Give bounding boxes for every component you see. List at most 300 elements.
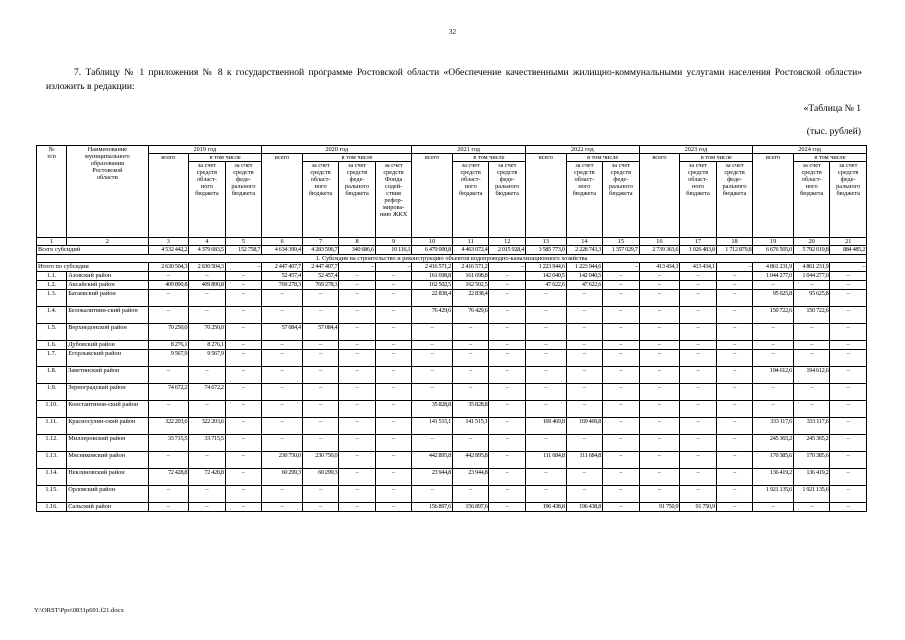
row-value: – <box>525 324 566 341</box>
section-total-label: Итого по субсидии <box>37 263 149 272</box>
header-federal: за счет средств феде- рального бюджета <box>489 162 526 238</box>
row-value: – <box>375 272 412 281</box>
total-row-value: 1 357 029,7 <box>603 246 640 255</box>
row-value: – <box>680 452 716 469</box>
section-total-value: – <box>375 263 412 272</box>
row-value: – <box>262 367 303 384</box>
row-number: 1.7. <box>37 350 67 367</box>
row-value: – <box>525 401 566 418</box>
row-value: – <box>753 350 794 367</box>
column-number: 18 <box>716 238 753 246</box>
subsidy-table <box>36 145 867 512</box>
row-value: – <box>793 281 829 290</box>
header-year-2022: 2022 год <box>525 146 639 154</box>
row-value: 35 828,8 <box>412 401 453 418</box>
row-value: – <box>339 486 375 503</box>
row-value: – <box>375 324 412 341</box>
row-value: – <box>302 341 338 350</box>
table-row <box>37 418 867 435</box>
row-value: – <box>830 452 867 469</box>
row-value: 72 428,8 <box>189 469 225 486</box>
table-row <box>37 503 867 512</box>
row-value: – <box>566 367 602 384</box>
section-total-value: – <box>489 263 526 272</box>
total-row-value: 4 532 442,2 <box>148 246 189 255</box>
table-row <box>37 324 867 341</box>
row-value: – <box>603 384 640 401</box>
row-value: – <box>793 350 829 367</box>
row-value: – <box>716 307 753 324</box>
row-value: – <box>603 290 640 307</box>
total-row-value: 3 585 773,0 <box>525 246 566 255</box>
row-value: 33 715,5 <box>148 435 189 452</box>
row-value: – <box>603 435 640 452</box>
total-row-value: 6 479 000,8 <box>412 246 453 255</box>
row-value: 8 276,1 <box>148 341 189 350</box>
table-row <box>37 486 867 503</box>
row-value: – <box>225 418 262 435</box>
row-value: – <box>830 367 867 384</box>
header-federal: за счет средств феде- рального бюджета <box>830 162 867 238</box>
row-value: – <box>639 469 680 486</box>
row-value: – <box>525 350 566 367</box>
total-row-value: 2 228 743,3 <box>566 246 602 255</box>
total-row-value: 2 015 928,4 <box>489 246 526 255</box>
row-value: – <box>830 272 867 281</box>
row-value: – <box>189 307 225 324</box>
row-value: – <box>302 350 338 367</box>
column-number: 20 <box>793 238 829 246</box>
row-value: – <box>225 341 262 350</box>
row-value: 245 365,2 <box>793 435 829 452</box>
row-value: 57 084,4 <box>262 324 303 341</box>
section-total-value: – <box>830 263 867 272</box>
row-value: 150 722,6 <box>753 307 794 324</box>
row-value: – <box>412 324 453 341</box>
table-row <box>37 384 867 401</box>
section-total-value: 2 416 571,2 <box>412 263 453 272</box>
row-value: – <box>716 350 753 367</box>
header-incl: в том числе <box>680 154 753 162</box>
row-value: 60 299,3 <box>262 469 303 486</box>
row-value: – <box>680 281 716 290</box>
row-value: – <box>830 324 867 341</box>
row-value: – <box>525 307 566 324</box>
intro-paragraph: 7. Таблицу № 1 приложения № 8 к государственной программе Ростовской области «Обеспечение качественными жилищно-коммунальными услугами населения Ростовской области» изложить в редакции: <box>46 67 862 92</box>
header-federal: за счет средств феде- рального бюджета <box>339 162 375 238</box>
row-value: 169 469,8 <box>566 418 602 435</box>
row-value: – <box>716 272 753 281</box>
row-value: 196 438,8 <box>566 503 602 512</box>
row-value: – <box>639 290 680 307</box>
row-value: – <box>262 341 303 350</box>
row-value: 91 750,9 <box>639 503 680 512</box>
row-value: – <box>716 418 753 435</box>
row-value: – <box>489 452 526 469</box>
row-number: 1.15. <box>37 486 67 503</box>
row-value: 333 117,6 <box>793 418 829 435</box>
row-value: – <box>566 350 602 367</box>
row-value: – <box>375 401 412 418</box>
header-incl: в том числе <box>302 154 411 162</box>
column-number: 8 <box>339 238 375 246</box>
row-value: – <box>262 307 303 324</box>
row-value: – <box>489 281 526 290</box>
district-name: Неклиновский район <box>67 469 148 486</box>
header-total: всего <box>753 154 794 238</box>
row-value: – <box>225 384 262 401</box>
total-row-value: 1 712 879,8 <box>716 246 753 255</box>
row-value: 60 299,3 <box>302 469 338 486</box>
row-value: – <box>525 384 566 401</box>
row-value: – <box>603 401 640 418</box>
row-value: – <box>375 503 412 512</box>
row-value: – <box>489 469 526 486</box>
district-name: Орловский район <box>67 486 148 503</box>
column-number: 9 <box>375 238 412 246</box>
column-number: 16 <box>639 238 680 246</box>
district-name: Аксайский район <box>67 281 148 290</box>
table-row <box>37 281 867 290</box>
row-value: – <box>302 503 338 512</box>
row-value: – <box>339 290 375 307</box>
row-value: – <box>489 435 526 452</box>
header-incl: в том числе <box>189 154 262 162</box>
row-value: 8 276,1 <box>189 341 225 350</box>
row-value: – <box>148 486 189 503</box>
column-number: 6 <box>262 238 303 246</box>
row-value: – <box>339 401 375 418</box>
section-title: 1. Субсидия на строительство и реконструкцию объектов водопроводно-канализационного хозяйства <box>37 255 867 263</box>
row-value: – <box>525 367 566 384</box>
row-value: – <box>452 341 488 350</box>
row-value: 57 084,4 <box>302 324 338 341</box>
row-value: – <box>680 341 716 350</box>
row-value: – <box>302 367 338 384</box>
total-row-value: 340 686,6 <box>339 246 375 255</box>
row-value: – <box>148 290 189 307</box>
row-value: – <box>830 281 867 290</box>
header-row-incl <box>37 154 867 162</box>
row-value: – <box>830 350 867 367</box>
total-row-value: 884 485,2 <box>830 246 867 255</box>
row-value: 47 622,6 <box>566 281 602 290</box>
row-value: 9 567,9 <box>148 350 189 367</box>
row-value: – <box>680 418 716 435</box>
row-value: – <box>753 384 794 401</box>
row-value: – <box>489 503 526 512</box>
row-value: – <box>148 367 189 384</box>
row-value: – <box>339 469 375 486</box>
row-value: – <box>148 452 189 469</box>
row-value: – <box>189 486 225 503</box>
row-value: 76 429,6 <box>412 307 453 324</box>
row-value: – <box>830 341 867 350</box>
row-number: 1.6. <box>37 341 67 350</box>
row-value: – <box>639 324 680 341</box>
section-total-value: 2 447 407,7 <box>262 263 303 272</box>
row-value: 442 895,8 <box>452 452 488 469</box>
row-value: – <box>716 435 753 452</box>
column-number: 3 <box>148 238 189 246</box>
row-value: – <box>603 341 640 350</box>
row-value: 1 921 135,6 <box>793 486 829 503</box>
row-value: – <box>339 324 375 341</box>
header-regional: за счет средств област- ного бюджета <box>189 162 225 238</box>
row-value: – <box>262 350 303 367</box>
header-federal: за счет средств феде- рального бюджета <box>225 162 262 238</box>
page-number: 32 <box>449 28 456 36</box>
row-value: – <box>189 367 225 384</box>
row-value: – <box>603 469 640 486</box>
header-regional: за счет средств област- ного бюджета <box>566 162 602 238</box>
row-number: 1.11. <box>37 418 67 435</box>
row-value: – <box>830 401 867 418</box>
row-value: – <box>489 272 526 281</box>
row-value: – <box>753 324 794 341</box>
row-value: 161 698,8 <box>452 272 488 281</box>
district-name: Зерноградский район <box>67 384 148 401</box>
row-value: – <box>639 350 680 367</box>
row-value: – <box>225 324 262 341</box>
row-value: – <box>716 384 753 401</box>
column-number: 1 <box>37 238 67 246</box>
row-value: – <box>148 401 189 418</box>
row-value: – <box>603 486 640 503</box>
total-row-value: 5 792 019,8 <box>793 246 829 255</box>
row-value: – <box>716 486 753 503</box>
row-value: 111 684,8 <box>566 452 602 469</box>
row-value: 769 278,3 <box>262 281 303 290</box>
row-value: 161 698,8 <box>412 272 453 281</box>
row-value: 70 250,0 <box>189 324 225 341</box>
row-value: 169 469,8 <box>525 418 566 435</box>
total-row-value: 2 739 363,6 <box>639 246 680 255</box>
row-value: – <box>148 503 189 512</box>
table-row <box>37 452 867 469</box>
row-value: 150 722,6 <box>793 307 829 324</box>
row-number: 1.10. <box>37 401 67 418</box>
row-value: – <box>603 281 640 290</box>
row-value: – <box>489 384 526 401</box>
row-value: – <box>375 367 412 384</box>
total-row-label: Всего субсидий <box>37 246 149 255</box>
row-value: – <box>452 324 488 341</box>
row-value: 162 502,5 <box>412 281 453 290</box>
row-value: 194 612,6 <box>753 367 794 384</box>
header-incl: в том числе <box>452 154 525 162</box>
row-value: 72 428,8 <box>148 469 189 486</box>
row-value: – <box>753 503 794 512</box>
row-value: – <box>489 350 526 367</box>
section-total-value: 2 630 504,3 <box>148 263 189 272</box>
row-value: 76 429,6 <box>452 307 488 324</box>
header-regional: за счет средств област- ного бюджета <box>302 162 338 238</box>
section-total-value: 4 861 231,9 <box>753 263 794 272</box>
section-total-value: 1 223 944,6 <box>525 263 566 272</box>
row-value: – <box>339 384 375 401</box>
row-value: – <box>262 435 303 452</box>
row-value: – <box>830 384 867 401</box>
row-value: – <box>716 290 753 307</box>
row-value: – <box>489 367 526 384</box>
row-value: – <box>680 324 716 341</box>
section-total-value: 2 447 407,7 <box>302 263 338 272</box>
district-name: Мясниковский район <box>67 452 148 469</box>
row-value: – <box>375 281 412 290</box>
row-value: 74 672,2 <box>148 384 189 401</box>
row-value: – <box>189 401 225 418</box>
district-name: Сальский район <box>67 503 148 512</box>
row-number: 1.3. <box>37 290 67 307</box>
row-value: – <box>489 341 526 350</box>
row-value: – <box>716 452 753 469</box>
header-incl: в том числе <box>566 154 639 162</box>
district-name: Миллеровский район <box>67 435 148 452</box>
row-value: – <box>603 324 640 341</box>
row-value: – <box>302 307 338 324</box>
header-year-2020: 2020 год <box>262 146 412 154</box>
row-value: – <box>753 341 794 350</box>
row-value: – <box>639 367 680 384</box>
section-total-value: 2 416 571,2 <box>452 263 488 272</box>
row-value: – <box>489 290 526 307</box>
row-number: 1.16. <box>37 503 67 512</box>
total-row-value: 6 676 505,0 <box>753 246 794 255</box>
table-caption: «Таблица № 1 <box>803 103 861 114</box>
row-value: – <box>680 307 716 324</box>
row-value: – <box>452 486 488 503</box>
row-value: – <box>302 435 338 452</box>
row-value: – <box>680 272 716 281</box>
row-value: – <box>716 469 753 486</box>
section-total-value: 413 434,1 <box>680 263 716 272</box>
section-total-value: – <box>716 263 753 272</box>
header-total: всего <box>412 154 453 238</box>
row-value: – <box>716 503 753 512</box>
row-value: – <box>262 401 303 418</box>
row-value: – <box>225 486 262 503</box>
row-value: 22 838,4 <box>412 290 453 307</box>
row-value: 141 515,1 <box>412 418 453 435</box>
row-value: – <box>753 281 794 290</box>
row-value: 35 828,8 <box>452 401 488 418</box>
row-value: – <box>225 401 262 418</box>
row-value: – <box>452 435 488 452</box>
row-value: – <box>452 350 488 367</box>
row-value: – <box>225 290 262 307</box>
column-number: 2 <box>67 238 148 246</box>
row-number: 1.9. <box>37 384 67 401</box>
row-value: – <box>793 401 829 418</box>
row-value: – <box>680 469 716 486</box>
row-value: – <box>639 307 680 324</box>
header-year-2019: 2019 год <box>148 146 262 154</box>
row-value: – <box>262 503 303 512</box>
row-value: 245 365,2 <box>753 435 794 452</box>
header-num: № п/п <box>37 146 67 238</box>
row-value: – <box>680 350 716 367</box>
row-value: – <box>603 272 640 281</box>
row-value: – <box>525 290 566 307</box>
row-value: – <box>302 290 338 307</box>
row-value: – <box>412 341 453 350</box>
district-name: Белокалитвин-ский район <box>67 307 148 324</box>
header-name: Наименование муниципального образования Ростовской области <box>67 146 148 238</box>
row-value: – <box>412 486 453 503</box>
row-value: – <box>489 307 526 324</box>
row-value: 162 502,5 <box>452 281 488 290</box>
section-total-value: 4 861 231,9 <box>793 263 829 272</box>
row-value: – <box>603 307 640 324</box>
row-value: 196 438,8 <box>525 503 566 512</box>
header-year-2023: 2023 год <box>639 146 753 154</box>
table-row <box>37 290 867 307</box>
row-value: – <box>793 503 829 512</box>
table-row <box>37 469 867 486</box>
row-value: – <box>830 469 867 486</box>
row-value: – <box>302 486 338 503</box>
row-value: 409 890,8 <box>189 281 225 290</box>
row-value: – <box>716 401 753 418</box>
row-value: – <box>489 418 526 435</box>
row-value: – <box>793 384 829 401</box>
row-value: – <box>375 435 412 452</box>
header-federal: за счет средств феде- рального бюджета <box>716 162 753 238</box>
row-value: – <box>680 367 716 384</box>
row-value: – <box>225 307 262 324</box>
row-value: – <box>603 503 640 512</box>
row-value: 769 278,3 <box>302 281 338 290</box>
row-value: – <box>452 367 488 384</box>
table-row <box>37 350 867 367</box>
row-value: – <box>412 350 453 367</box>
row-value: – <box>375 418 412 435</box>
row-value: – <box>566 290 602 307</box>
row-value: 95 625,8 <box>753 290 794 307</box>
row-value: – <box>339 435 375 452</box>
table-units: (тыс. рублей) <box>806 126 861 137</box>
row-value: – <box>716 367 753 384</box>
district-name: Красносулин-ский район <box>67 418 148 435</box>
row-value: – <box>639 341 680 350</box>
row-value: 52 457,4 <box>302 272 338 281</box>
row-value: – <box>412 367 453 384</box>
row-value: – <box>680 486 716 503</box>
total-row-value: 152 758,7 <box>225 246 262 255</box>
row-value: – <box>225 469 262 486</box>
row-value: 156 897,6 <box>412 503 453 512</box>
header-total: всего <box>262 154 303 238</box>
table-row <box>37 272 867 281</box>
row-value: – <box>375 486 412 503</box>
row-value: – <box>716 324 753 341</box>
row-value: – <box>189 452 225 469</box>
row-value: – <box>639 418 680 435</box>
row-value: – <box>489 324 526 341</box>
row-value: – <box>830 290 867 307</box>
row-value: – <box>603 418 640 435</box>
row-value: 74 672,2 <box>189 384 225 401</box>
row-value: – <box>148 272 189 281</box>
header-year-2021: 2021 год <box>412 146 526 154</box>
row-value: 22 838,4 <box>452 290 488 307</box>
row-value: 170 385,6 <box>753 452 794 469</box>
row-value: – <box>339 281 375 290</box>
row-number: 1.2. <box>37 281 67 290</box>
row-value: – <box>375 307 412 324</box>
row-value: – <box>566 469 602 486</box>
